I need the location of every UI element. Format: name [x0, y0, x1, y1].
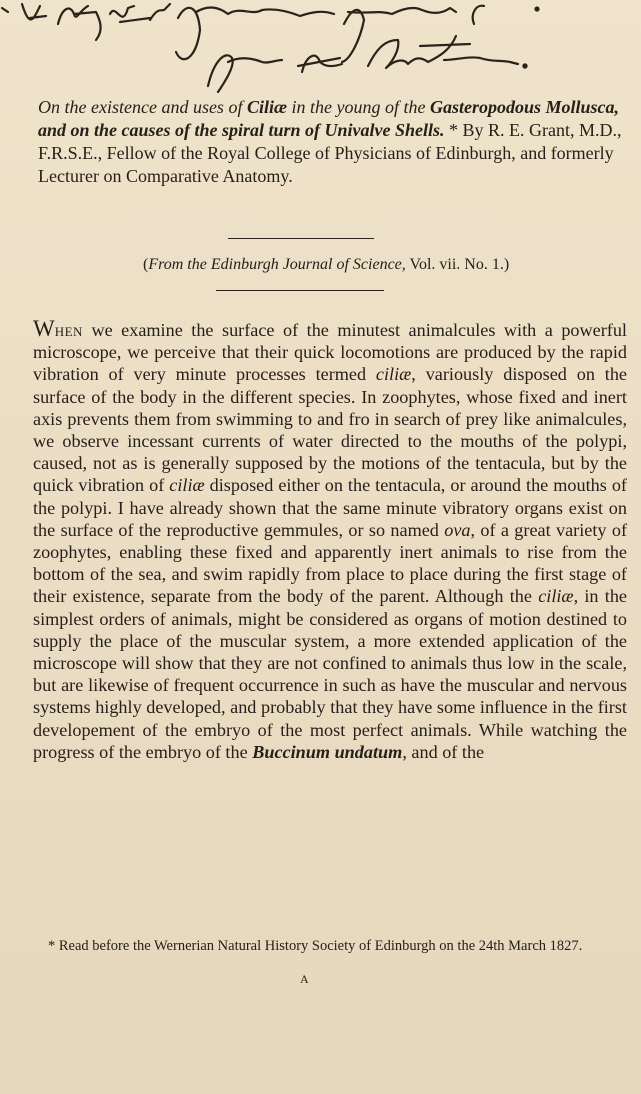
article-title	[38, 96, 623, 188]
title-cilia: Ciliæ	[246, 97, 287, 117]
title-footnote-mark: *	[444, 120, 463, 140]
divider-rule-bottom	[216, 290, 384, 291]
footnote	[48, 937, 628, 955]
term-ciliae-3: ciliæ	[538, 586, 574, 607]
article-title-block	[38, 96, 623, 188]
handwritten-inscription	[0, 0, 641, 95]
body-text-1: we examine the surface of the minutest animalcules with a powerful microscope, we perceive that their quick locomotions are produced by the rapid vibration of very minute processes termed	[33, 320, 627, 385]
source-from: From the	[148, 256, 211, 273]
title-gasteropodous: Gasteropodous Mollusca, and on the causes of the spiral turn of Univalve Shells.	[38, 97, 619, 140]
source-volume: Vol. vii. No. 1.	[405, 256, 504, 273]
body-text-4: , of a great variety of zoophytes, enabling these fixed and apparently inert animals to rise from the bottom of the sea, and swim rapidly from place to place during the first stage of their existence, separate from the body of the parent. Although the	[33, 519, 627, 607]
source-citation	[143, 255, 509, 275]
opening-smallcaps: hen	[54, 320, 83, 340]
source-close-paren: )	[503, 256, 510, 273]
title-part-1: On the existence and uses of	[38, 97, 247, 117]
footnote-text: * Read before the Wernerian Natural History Society of Edinburgh on the 24th March 1827.	[48, 938, 583, 954]
term-ciliae-2: ciliæ	[169, 475, 205, 496]
body-text-5: , in the simplest orders of animals, might be considered as organs of motion destined to supply the place of the muscular system, a more extended application of the microscope will show that they are not confined to animals thus low in the scale, but are likewise of frequent occurrence in such as have the muscular and nervous systems highly developed, and probably that they have some influence in the first developement of the embryo of the most perfect animals. While watching the progress of the embryo of the	[33, 586, 627, 762]
term-buccinum-undatum: Buccinum undatum	[252, 741, 403, 762]
body-text-2: , variously disposed on the surface of the body in the different species. In zoophytes, whose fixed and inert axis prevents them from swimming to and fro in search of prey like animalcules, we observe incessant currents of water directed to the mouths of the polypi, caused, not as is generally supposed by the motions of the tentacula, but by the quick vibration of	[33, 364, 627, 496]
author-byline: By R. E. Grant, M.D., F.R.S.E., Fellow of the Royal College of Physicians of Edinburgh, and formerly Lecturer on Comparative Anatomy.	[38, 120, 622, 186]
drop-capital: W	[33, 316, 55, 341]
title-part-2: in the young of the	[286, 97, 430, 117]
body-text-3: disposed either on the tentacula, or around the mouths of the polypi. I have already shown that the same minute vibratory organs exist on the surface of the reproductive gemmules, or so named	[33, 475, 627, 540]
divider-rule-top	[228, 238, 374, 239]
body-text-6: , and of the	[402, 741, 485, 762]
handwriting-drawing	[0, 0, 641, 95]
term-ciliae-1: ciliæ	[375, 364, 412, 385]
source-journal: Edinburgh Journal of Science,	[210, 256, 406, 273]
body-paragraph	[33, 318, 627, 763]
term-ova: ova	[444, 519, 471, 540]
source-open-paren: (	[143, 256, 149, 273]
signature-mark: A	[300, 972, 309, 986]
